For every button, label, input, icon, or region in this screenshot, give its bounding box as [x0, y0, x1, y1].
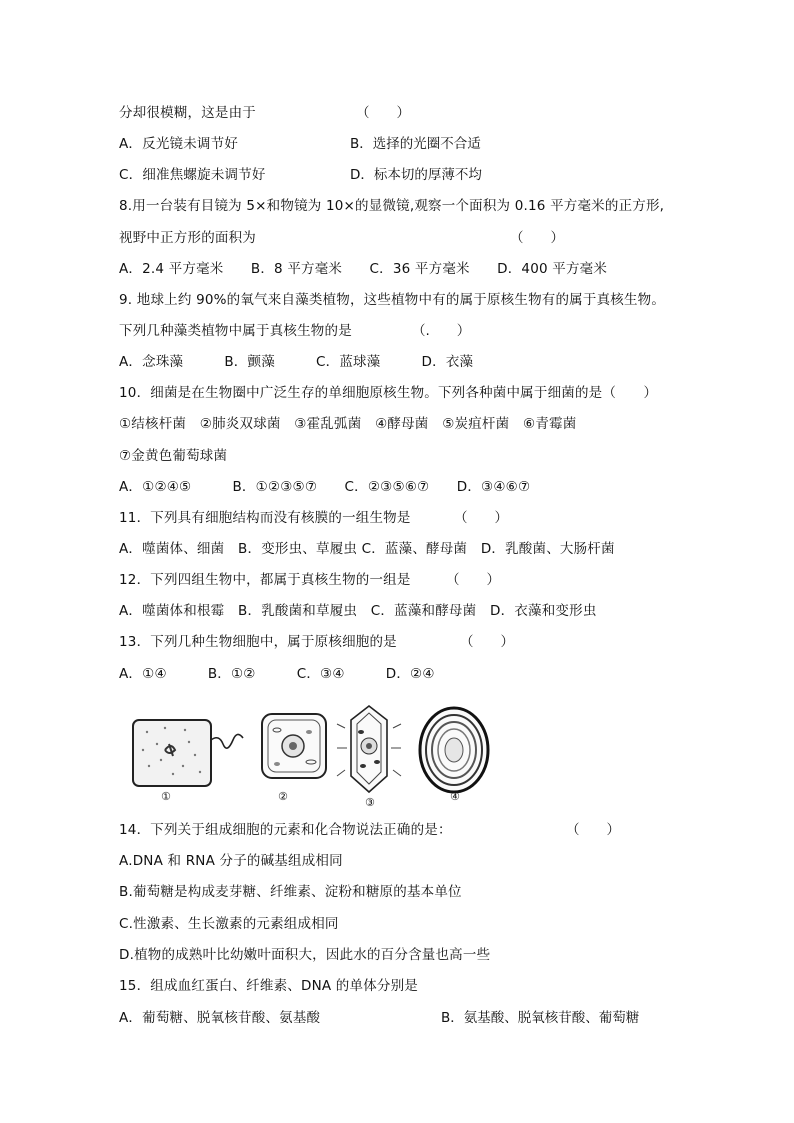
answer-bracket: （ ） [446, 572, 500, 588]
question-8-options: A．2.4 平方毫米 B．8 平方毫米 C．36 平方毫米 D．400 平方毫米 [119, 261, 608, 277]
question-10-items: ①结核杆菌 ②肺炎双球菌 ③霍乱弧菌 ④酵母菌 ⑤炭疽杆菌 ⑥青霉菌 [119, 416, 577, 432]
figure-label-1: ① [161, 790, 171, 803]
answer-bracket: （ ） [356, 105, 410, 121]
question-12-options: A．噬菌体和根霉 B．乳酸菌和草履虫 C．蓝藻和酵母菌 D．衣藻和变形虫 [119, 603, 597, 619]
question-10: 10．细菌是在生物圈中广泛生存的单细胞原核生物。下列各种菌中属于细菌的是（ ） [119, 385, 658, 401]
option-d: D．标本切的厚薄不均 [350, 167, 482, 183]
answer-bracket: （. ） [412, 323, 471, 339]
option-c: C．细准焦螺旋未调节好 [119, 167, 266, 183]
figure-label-4: ④ [450, 790, 460, 803]
question-10-options: A．①②④⑤ B．①②③⑤⑦ C．②③⑤⑥⑦ D．③④⑥⑦ [119, 479, 531, 495]
bacterial-cell-drawing [133, 720, 243, 786]
cell-figure [125, 700, 505, 812]
answer-bracket: （ ） [566, 822, 620, 838]
layered-cell-drawing [420, 708, 488, 792]
question-11-options: A．噬菌体、细菌 B．变形虫、草履虫 C．蓝藻、酵母菌 D．乳酸菌、大肠杆菌 [119, 541, 615, 557]
figure-label-3: ③ [365, 796, 375, 809]
question-14-option-a: A.DNA 和 RNA 分子的碱基组成相同 [119, 853, 343, 869]
question-14-option-b: B.葡萄糖是构成麦芽糖、纤维素、淀粉和糖原的基本单位 [119, 884, 462, 900]
question-15-option-a: A．葡萄糖、脱氧核苷酸、氨基酸 [119, 1010, 321, 1026]
question-8: 8.用一台装有目镜为 5×和物镜为 10×的显微镜,观察一个面积为 0.16 平方毫米的正方形, [119, 198, 665, 214]
question-14: 14．下列关于组成细胞的元素和化合物说法正确的是： [119, 822, 452, 838]
answer-bracket: （ ） [454, 510, 508, 526]
question-13: 13．下列几种生物细胞中，属于原核细胞的是 [119, 634, 397, 650]
figure-label-2: ② [278, 790, 288, 803]
question-15-option-b: B．氨基酸、脱氧核苷酸、葡萄糖 [441, 1010, 640, 1026]
question-7-stem-tail: 分却很模糊，这是由于 [119, 105, 256, 121]
question-9-line2: 下列几种藻类植物中属于真核生物的是 [119, 323, 352, 339]
answer-bracket: （ ） [510, 230, 564, 246]
animal-cell-drawing [262, 714, 326, 778]
question-14-option-c: C.性激素、生长激素的元素组成相同 [119, 916, 339, 932]
question-13-options: A．①④ B．①② C．③④ D．②④ [119, 666, 435, 682]
question-10-items-2: ⑦金黄色葡萄球菌 [119, 448, 228, 464]
question-11: 11．下列具有细胞结构而没有核膜的一组生物是 [119, 510, 411, 526]
option-a: A．反光镜未调节好 [119, 136, 239, 152]
question-8-line2: 视野中正方形的面积为 [119, 230, 256, 246]
question-14-option-d: D.植物的成熟叶比幼嫩叶面积大，因此水的百分含量也高一些 [119, 947, 491, 963]
cell-diagrams [125, 700, 505, 812]
question-9-options: A．念珠藻 B．颤藻 C．蓝球藻 D．衣藻 [119, 354, 474, 370]
answer-bracket: （ ） [460, 634, 514, 650]
option-b: B．选择的光圈不合适 [350, 136, 481, 152]
question-15: 15．组成血红蛋白、纤维素、DNA 的单体分别是 [119, 978, 418, 994]
question-9: 9. 地球上约 90%的氧气来自藻类植物，这些植物中有的属于原核生物有的属于真核生物。 [119, 292, 666, 308]
plant-cell-drawing [337, 706, 401, 792]
question-12: 12．下列四组生物中，都属于真核生物的一组是 [119, 572, 411, 588]
